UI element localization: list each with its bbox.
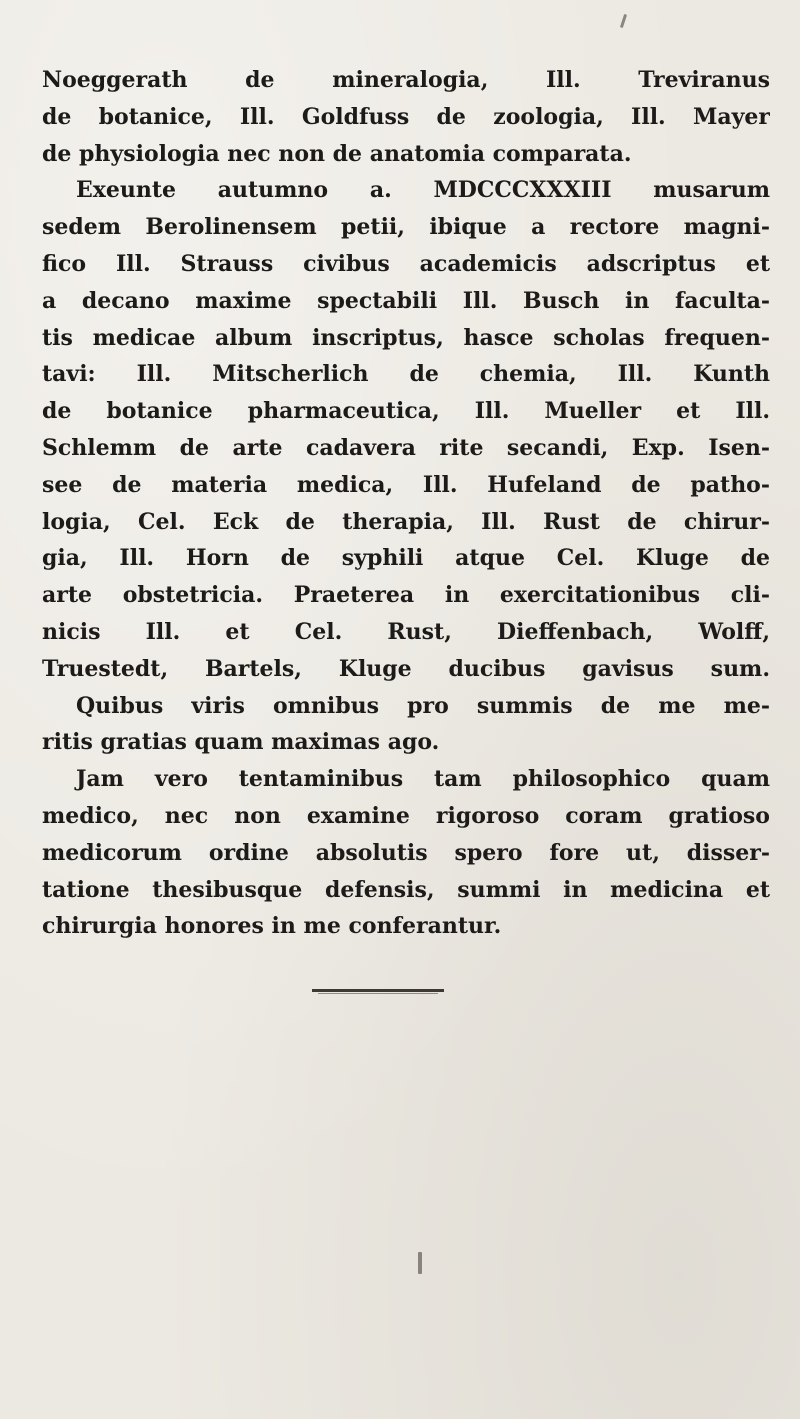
text-line: tis medicae album inscriptus, hasce scholas frequen- [42,324,770,351]
text-line: arte obstetricia. Praeterea in exercitationibus cli- [42,582,770,609]
text-line: medico, nec non examine rigoroso coram gratioso [42,802,770,829]
closing-rule-shadow [318,993,438,994]
closing-rule [312,989,444,992]
text-line: Schlemm de arte cadavera rite secandi, Exp. Isen- [42,434,770,461]
text-line: de physiologia nec non de anatomia comparata. [42,140,632,167]
text-line: a decano maxime spectabili Ill. Busch in faculta- [42,287,770,314]
paragraph-start-line: Exeunte autumno a. MDCCCXXXIII musarum [76,177,770,204]
text-line: de botanice, Ill. Goldfuss de zoologia, Ill. Mayer [42,103,770,130]
text-line: fico Ill. Strauss civibus academicis adscriptus et [42,250,770,277]
body-text [42,62,770,945]
text-line: medicorum ordine absolutis spero fore ut, disser- [42,839,770,866]
ink-speck [418,1252,422,1274]
text-line: gia, Ill. Horn de syphili atque Cel. Kluge de [42,545,770,572]
text-line: chirurgia honores in me conferantur. [42,913,502,940]
ink-speck [620,14,627,28]
text-line: logia, Cel. Eck de therapia, Ill. Rust de chirur- [42,508,770,535]
text-line: tavi: Ill. Mitscherlich de chemia, Ill. Kunth [42,361,770,388]
text-line: tatione thesibusque defensis, summi in medicina et [42,876,770,903]
text-line: de botanice pharmaceutica, Ill. Mueller et Ill. [42,398,770,425]
text-line: ritis gratias quam maximas ago. [42,729,440,756]
paragraph-start-line: Jam vero tentaminibus tam philosophico quam [76,766,770,793]
text-line: see de materia medica, Ill. Hufeland de patho- [42,471,770,498]
paragraph-start-line: Quibus viris omnibus pro summis de me me- [76,692,770,719]
text-line: Noeggerath de mineralogia, Ill. Treviranus [42,67,770,93]
text-line: nicis Ill. et Cel. Rust, Dieffenbach, Wolff, [42,618,770,645]
text-line: sedem Berolinensem petii, ibique a rectore magni- [42,214,770,241]
text-line: Truestedt, Bartels, Kluge ducibus gavisus sum. [42,655,770,682]
